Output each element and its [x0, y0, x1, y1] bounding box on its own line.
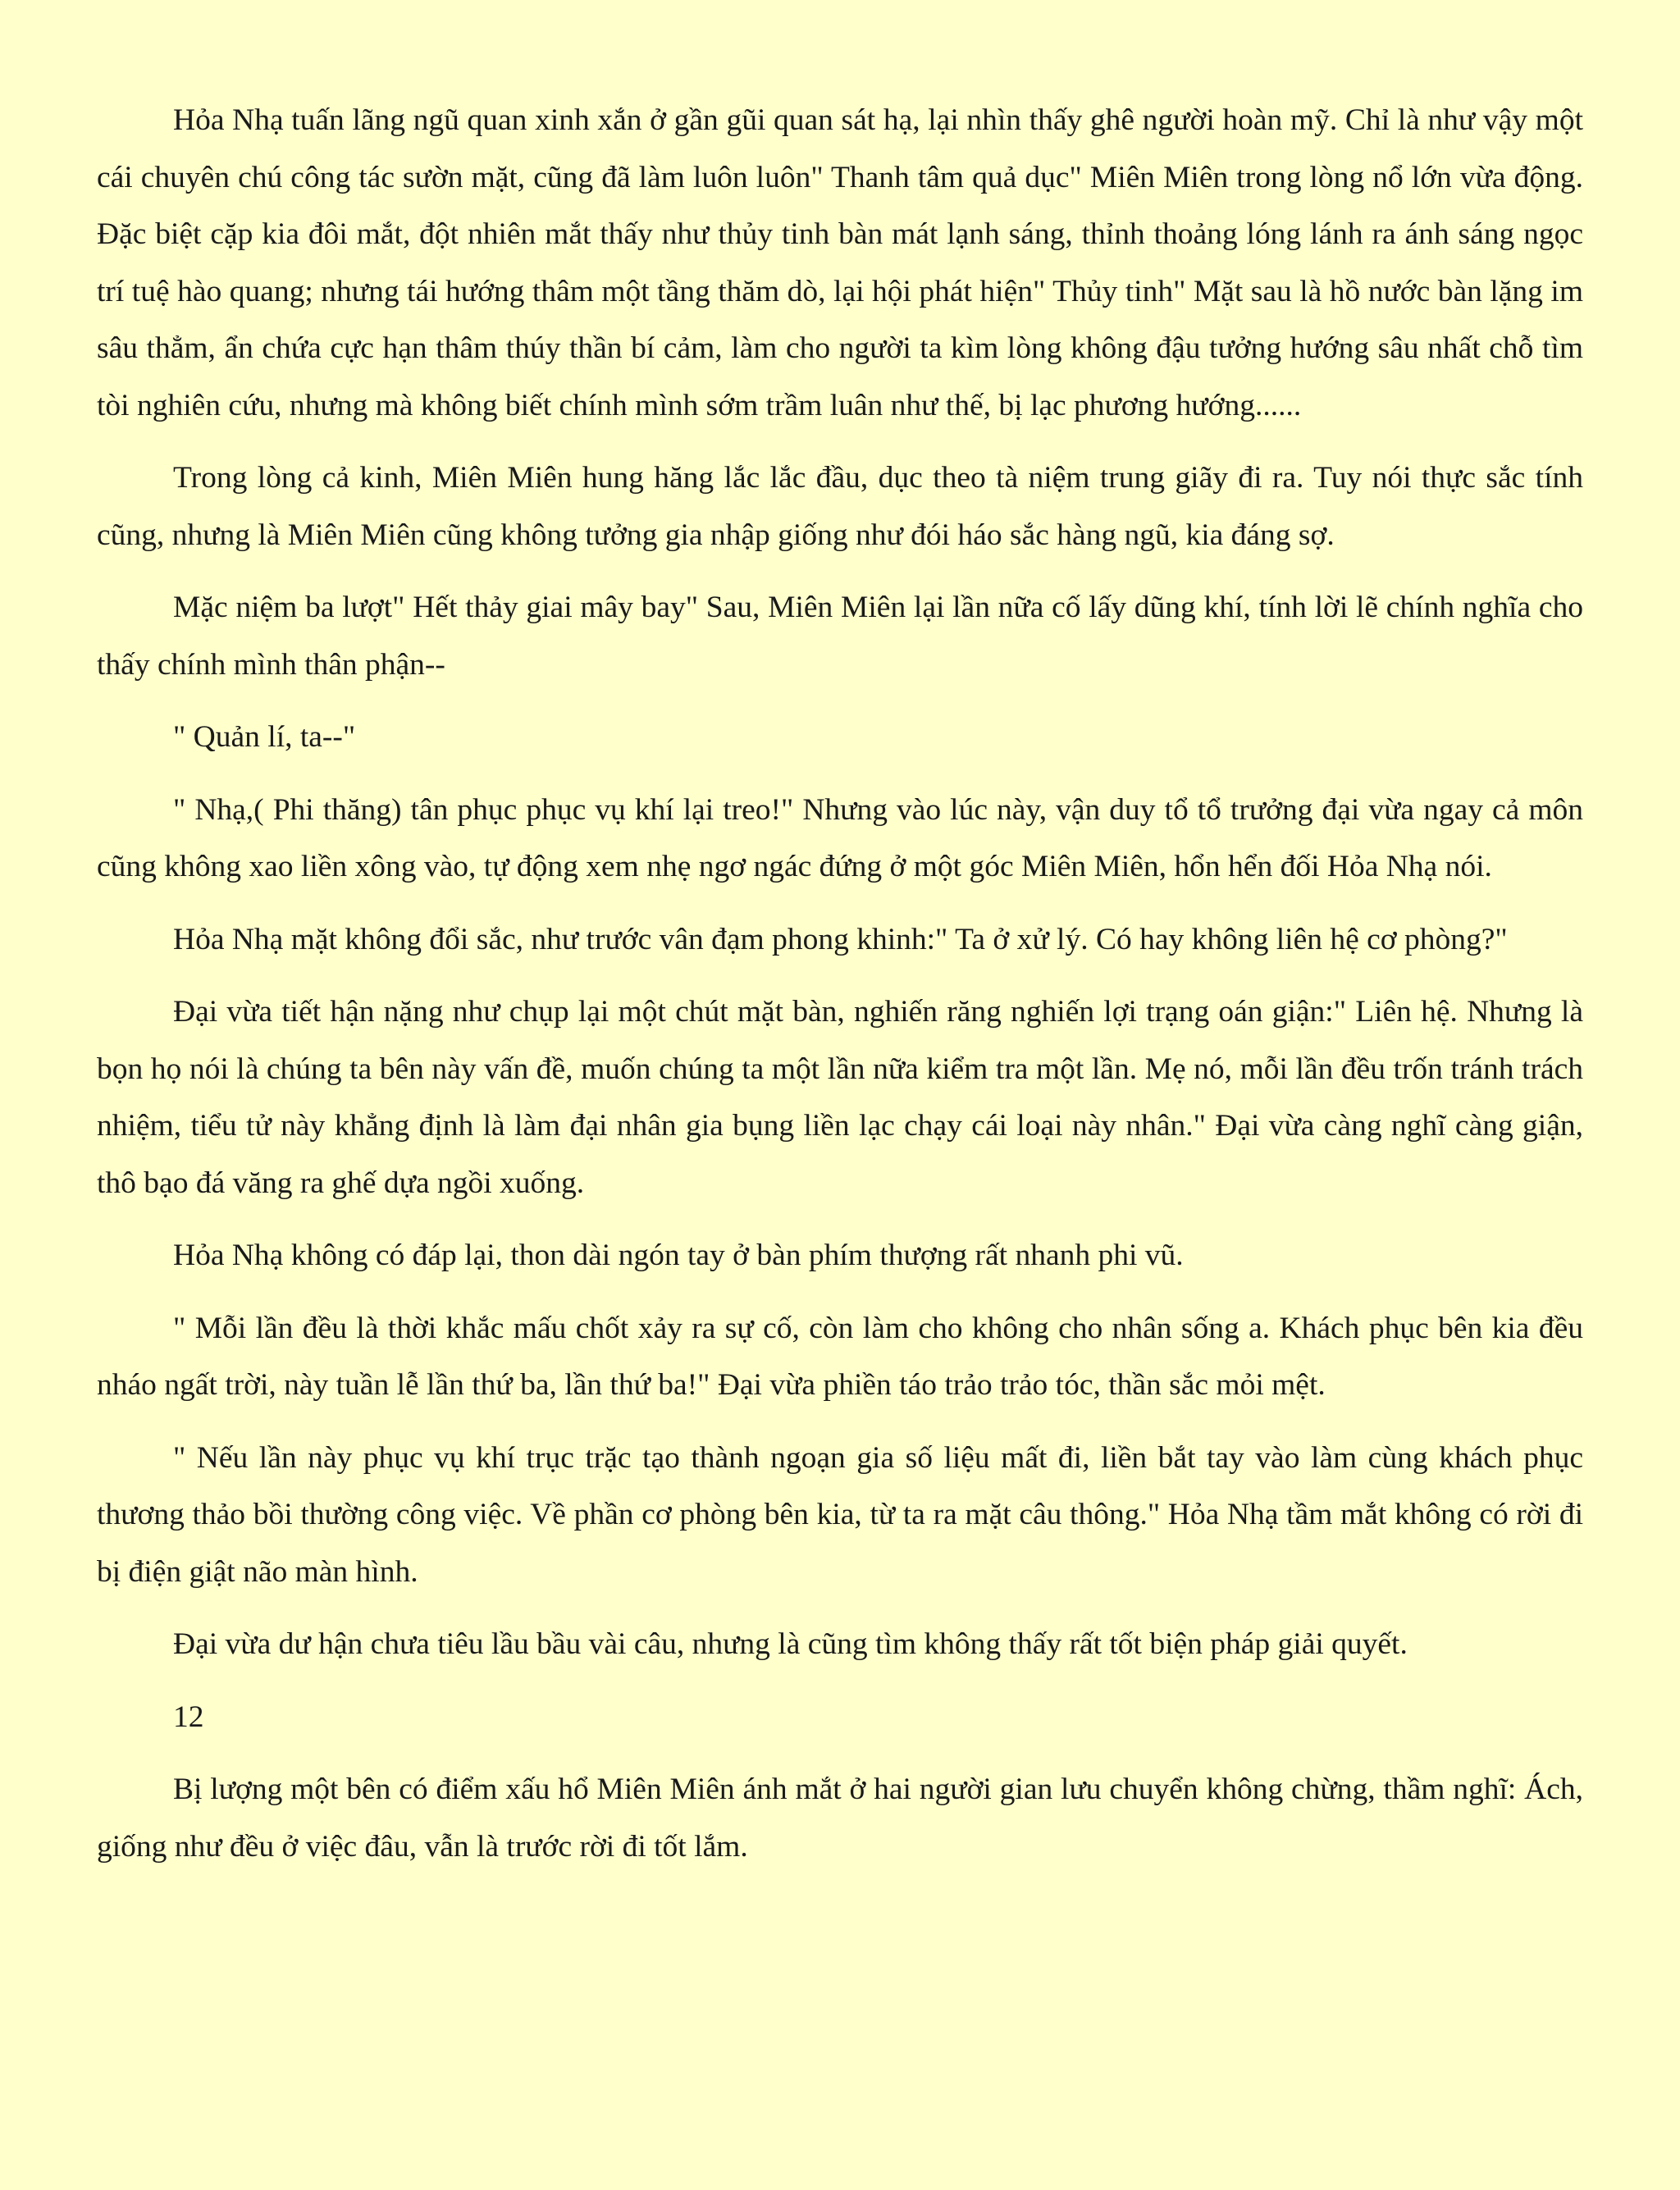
- paragraph: Đại vừa tiết hận nặng như chụp lại một chút mặt bàn, nghiến răng nghiến lợi trạng oán giận:" Liên hệ. Nhưng là bọn họ nói là chúng ta bên này vấn đề, muốn chúng ta một lần nữa kiểm tra một lần. Mẹ nó, mỗi lần đều trốn tránh trách nhiệm, tiểu tử này khẳng định là làm đại nhân gia bụng liền lạc chạy cái loại này nhân." Đại vừa càng nghĩ càng giận, thô bạo đá văng ra ghế dựa ngồi xuống.: [97, 995, 1583, 1200]
- paragraph: Hỏa Nhạ không có đáp lại, thon dài ngón tay ở bàn phím thượng rất nhanh phi vũ.: [173, 1239, 1184, 1272]
- paragraph: Trong lòng cả kinh, Miên Miên hung hăng lắc lắc đầu, dục theo tà niệm trung giãy đi ra. Tuy nói thực sắc tính cũng, nhưng là Miên Miên cũng không tưởng gia nhập giống như đói háo sắc hàng ngũ, kia đáng sợ.: [97, 461, 1583, 552]
- paragraph: " Nhạ,( Phi thăng) tân phục phục vụ khí lại treo!" Nhưng vào lúc này, vận duy tổ tổ trưởng đại vừa ngay cả môn cũng không xao liền xông vào, tự động xem nhẹ ngơ ngác đứng ở một góc Miên Miên, hổn hển đối Hỏa Nhạ nói.: [97, 792, 1583, 883]
- paragraph: " Mỗi lần đều là thời khắc mấu chốt xảy ra sự cố, còn làm cho không cho nhân sống a. Khách phục bên kia đều nháo ngất trời, này tuần lễ lần thứ ba, lần thứ ba!" Đại vừa phiền táo trảo trảo tóc, thần sắc mỏi mệt.: [97, 1311, 1583, 1402]
- paragraph: Hỏa Nhạ mặt không đổi sắc, như trước vân đạm phong khinh:" Ta ở xử lý. Có hay không liên hệ cơ phòng?": [173, 922, 1508, 956]
- section-number: 12: [173, 1700, 204, 1734]
- paragraph: Mặc niệm ba lượt" Hết thảy giai mây bay" Sau, Miên Miên lại lần nữa cố lấy dũng khí, tính lời lẽ chính nghĩa cho thấy chính mình thân phận--: [97, 591, 1583, 682]
- paragraph: Bị lượng một bên có điểm xấu hổ Miên Miên ánh mắt ở hai người gian lưu chuyển không chừng, thầm nghĩ: Ách, giống như đều ở việc đâu, vẫn là trước rời đi tốt lắm.: [97, 1773, 1583, 1864]
- paragraph: Đại vừa dư hận chưa tiêu lầu bầu vài câu, nhưng là cũng tìm không thấy rất tốt biện pháp giải quyết.: [173, 1627, 1408, 1661]
- paragraph: Hỏa Nhạ tuấn lãng ngũ quan xinh xắn ở gần gũi quan sát hạ, lại nhìn thấy ghê người hoàn mỹ. Chỉ là như vậy một cái chuyên chú công tác sườn mặt, cũng đã làm luôn luôn" Thanh tâm quả dục" Miên Miên trong lòng nổ lớn vừa động. Đặc biệt cặp kia đôi mắt, đột nhiên mắt thấy như thủy tinh bàn mát lạnh sáng, thỉnh thoảng lóng lánh ra ánh sáng ngọc trí tuệ hào quang; nhưng tái hướng thâm một tầng thăm dò, lại hội phát hiện" Thủy tinh" Mặt sau là hồ nước bàn lặng im sâu thẳm, ẩn chứa cực hạn thâm thúy thần bí cảm, làm cho người ta kìm lòng không đậu tưởng hướng sâu nhất chỗ tìm tòi nghiên cứu, nhưng mà không biết chính mình sớm trầm luân như thế, bị lạc phương hướng......: [97, 103, 1583, 422]
- paragraph: " Nếu lần này phục vụ khí trục trặc tạo thành ngoạn gia số liệu mất đi, liền bắt tay vào làm cùng khách phục thương thảo bồi thường công việc. Về phần cơ phòng bên kia, từ ta ra mặt câu thông." Hỏa Nhạ tầm mắt không có rời đi bị điện giật não màn hình.: [97, 1440, 1583, 1589]
- paragraph: " Quản lí, ta--": [173, 720, 356, 754]
